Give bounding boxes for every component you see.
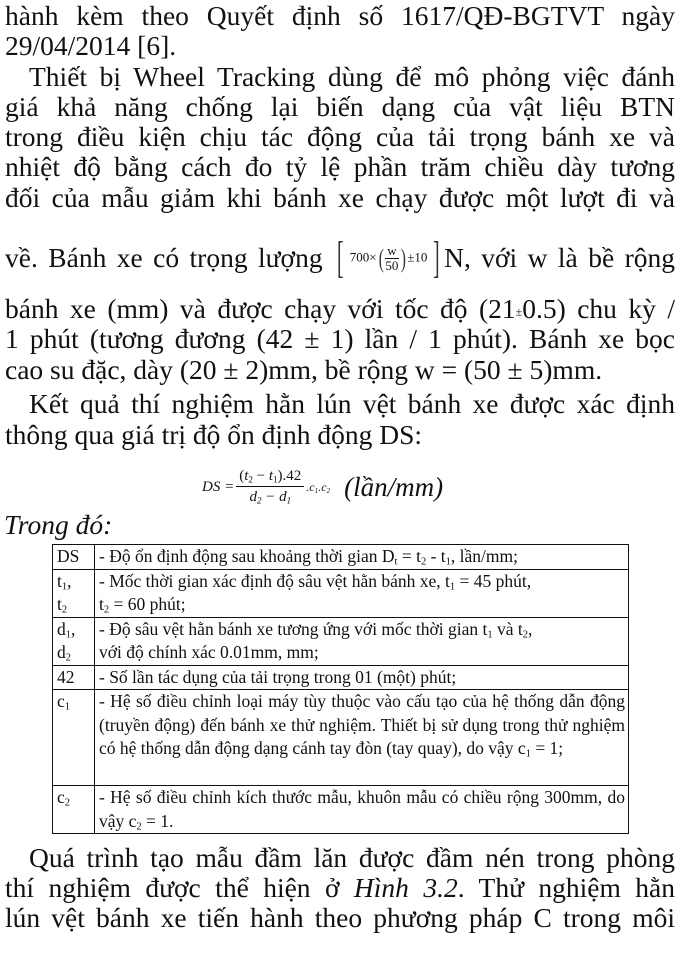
table-row [53,690,629,786]
t1-symbol: t [268,468,274,484]
c1-subscript: 1 [314,486,319,495]
symbol-text: c [57,691,65,711]
paragraph-2-line-3: trong điều kiện chịu tác động của tải trọng bánh xe và [5,121,675,152]
weight-coefficient: 700× [349,249,377,265]
desc-text: , [528,618,533,639]
d2-subscript: 2 [256,495,262,506]
symbol-cell: DS [53,545,95,570]
description-cell: - Số lần tác dụng của tải trọng trong 01 (một) phút; [95,665,629,690]
paragraph-1-line-2: 29/04/2014 [6]. [5,30,177,61]
paragraph-4-line-1: Quá trình tạo mẫu đầm lăn được đầm nén trong phòng [29,842,675,873]
desc-text: = 1. [141,810,174,831]
table-row [53,786,629,834]
symbol-text: d [57,618,66,639]
desc-sub: 2 [103,604,110,616]
paragraph-2-line-1: Thiết bị Wheel Tracking dùng để mô phỏng việc đánh [29,61,675,92]
t1-subscript: 1 [273,474,278,485]
symbol-sub: 1 [65,629,71,641]
desc-text: - t [426,546,446,566]
line-2-text: . Thử nghiệm hằn [457,872,675,903]
desc-sub: 2 [136,821,142,833]
desc-text: , lần/mm; [450,546,518,566]
description-cell [95,545,629,570]
paragraph-2-line-8: 1 phút (tương đương (42 ± 1) lần / 1 phút). Bánh xe bọc [5,323,675,354]
symbol-text: , [67,570,72,591]
paragraph-2-line-2: giá khả năng chống lại biến dạng của vật liệu BTN [5,91,675,122]
symbol-cell [53,569,95,617]
line-7-suffix: 0.5) chu kỳ / [522,293,675,324]
d1-subscript: 1 [286,495,292,506]
symbol-text: t [57,594,62,614]
desc-sub: 1 [525,748,531,760]
desc-sub: 1 [449,581,456,593]
desc-text: - Độ sâu vệt hằn bánh xe tương ứng với mốc thời gian t [99,618,488,639]
desc-text: và t [492,618,523,639]
desc-text: t [99,594,104,614]
line-2-text: thí nghiệm được thể hiện ở [5,872,354,903]
symbol-sub: 2 [65,652,71,664]
desc-sub: 1 [445,556,451,568]
desc-text: - Độ ổn định động sau khoảng thời gian D [99,546,395,566]
definitions-table [52,544,629,834]
desc-text: = 60 phút; [109,594,186,614]
symbol-text: d [57,642,66,662]
formula-denominator: $d_2 - d_1$ [249,489,292,506]
desc-text: - Mốc thời gian xác định độ sâu vệt hằn bánh xe, t [99,570,450,591]
symbol-text: t [57,570,62,591]
t2-symbol: t [244,468,249,484]
plus-minus-small: ± [515,304,523,319]
minus-sign: − [252,468,269,484]
d1-symbol: d [279,489,287,505]
description-cell [95,617,629,665]
symbol-text: c [57,787,65,807]
table-row [53,545,629,570]
left-bracket: [ [337,232,344,282]
line-7-prefix: bánh xe (mm) và được chạy với tốc độ (21 [5,293,516,324]
desc-sub: t [394,556,398,568]
line-6-suffix: N, với w là bề rộng [444,242,675,273]
c2-factor: .c [318,479,327,494]
symbol-cell [53,786,95,834]
line-6-prefix: về. Bánh xe có trọng lượng [5,242,323,273]
formula-lhs: DS = [202,478,235,495]
paragraph-3-line-1: Kết quả thí nghiệm hằn lún vệt bánh xe được xác định [29,388,675,419]
close-paren-42: ).42 [277,468,302,484]
paragraph-1-line-1: hành kèm theo Quyết định số 1617/QĐ-BGTVT ngày [5,0,675,31]
symbol-sub: 2 [64,797,71,809]
paragraph-3-line-2: thông qua giá trị độ ổn định động DS: [5,419,423,450]
table-row [53,569,629,617]
symbol-cell [53,690,95,786]
where-label: Trong đó: [4,509,113,540]
table-row [53,617,629,665]
desc-text: = t [397,546,421,566]
formula-numerator [236,468,304,487]
t2-subscript: 2 [248,474,253,485]
right-bracket: ] [433,232,441,282]
paragraph-2-line-6 [5,232,675,282]
paragraph-4-line-3: lún vệt bánh xe tiến hành theo phương pháp C trong môi [5,902,675,933]
desc-text: = 45 phút, [455,570,532,591]
c1-factor: .c [306,479,315,494]
fraction-numerator: w [387,243,397,259]
paragraph-2-line-7 [5,294,675,327]
desc-sub: 1 [487,629,493,641]
symbol-cell [53,617,95,665]
c2-subscript: 2 [326,486,331,495]
paragraph-2-line-5: đối của mẫu giảm khi bánh xe chạy được một lượt đi và [5,182,675,213]
desc-text: với độ chính xác 0.01mm, mm; [99,642,319,662]
desc-text: - Hệ số điều chỉnh kích thước mẫu, khuôn mẫu có chiều rộng 300mm, do vậy c [99,787,625,831]
description-cell [95,786,629,834]
weight-tolerance: ±10 [407,249,428,265]
ds-formula [202,468,443,506]
d2-symbol: d [249,489,257,505]
formula-factors [306,480,330,495]
symbol-cell: 42 [53,665,95,690]
formula-unit: (lần/mm) [344,471,444,502]
fraction-denominator: 50 [385,258,399,274]
weight-formula-body [350,244,428,273]
desc-sub: 2 [420,556,427,568]
symbol-text: , [71,618,76,639]
weight-formula [333,232,444,282]
desc-text: = 1; [530,738,564,758]
paragraph-4-line-2 [5,873,675,903]
figure-reference[interactable]: Hình 3.2 [353,872,458,903]
open-paren: ( [239,468,245,484]
description-cell [95,569,629,617]
left-paren: ( [378,243,384,273]
symbol-sub: 1 [61,581,68,593]
symbol-sub: 2 [61,604,68,616]
description-cell [95,690,629,786]
weight-fraction [385,244,398,273]
table-row [53,665,629,690]
desc-sub: 2 [522,629,529,641]
paragraph-2-line-4: nhiệt độ bằng cách đo tỷ lệ phần trăm chiều dày tương [5,151,675,182]
right-paren: ) [400,243,406,273]
desc-text: - Hệ số điều chỉnh loại máy tùy thuộc vào cấu tạo của hệ thống dẫn động (truyền động) đến bánh xe thử nghiệm. Thiết bị sử dụng trong thử nghiệm có hệ thống dẫn động dạng cánh tay đòn (tay quay), do vậy c [99,691,625,758]
paragraph-2-line-9: cao su đặc, dày (20 ± 2)mm, bề rộng w = (50 ± 5)mm. [5,354,603,385]
formula-fraction [236,468,304,506]
symbol-sub: 1 [64,701,71,713]
